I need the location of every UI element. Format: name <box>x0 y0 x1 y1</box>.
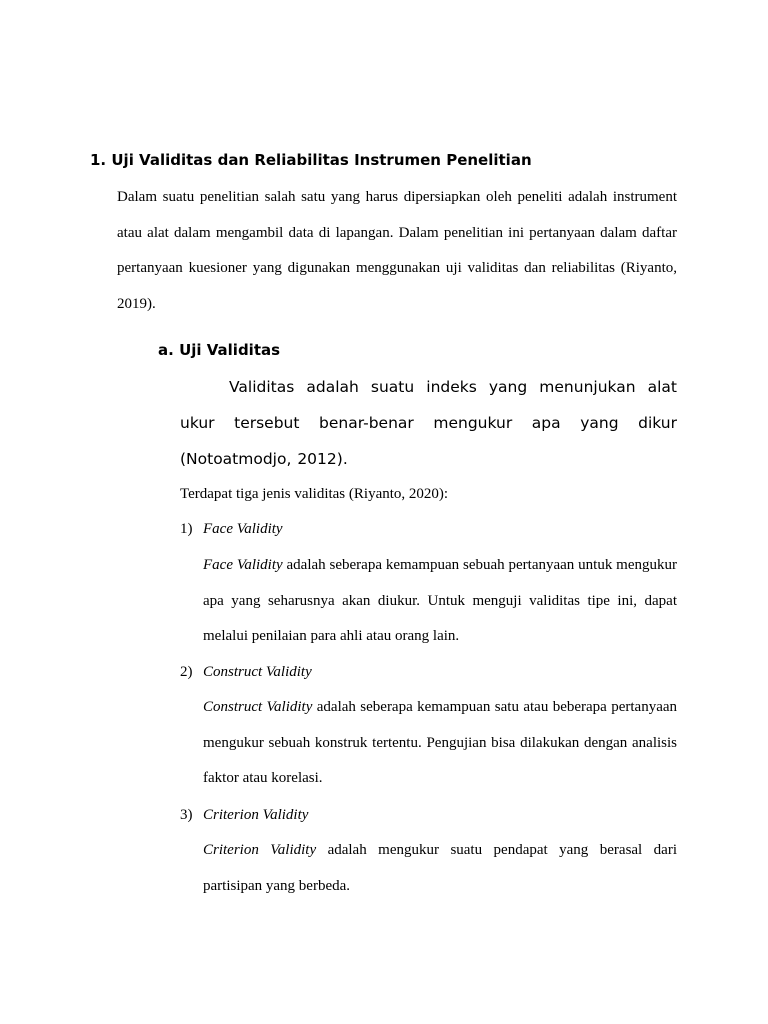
section-title: Uji Validitas dan Reliabilitas Instrumen Penelitian <box>111 151 532 169</box>
validity-definition-text: Validitas adalah suatu indeks yang menunjukan alat ukur tersebut benar-benar mengukur apa yang dikur (Notoatmodjo, 2012). <box>180 378 677 468</box>
list-item-term: Face Validity <box>203 557 283 573</box>
subsection-heading <box>158 339 678 361</box>
list-item-description <box>203 833 677 904</box>
list-item-text: adalah seberapa kemampuan sebuah pertanyaan untuk mengukur apa yang seharusnya akan diukur. Untuk menguji validitas tipe ini, dapat melalui penilaian para ahli atau orang lain. <box>203 557 677 645</box>
section-heading <box>90 149 690 171</box>
list-item-term: Criterion Validity <box>203 842 317 858</box>
list-item-title: Criterion Validity <box>203 807 309 823</box>
list-item-description <box>203 548 677 655</box>
list-item-title: Construct Validity <box>203 664 312 680</box>
list-item-number: 2) <box>180 664 193 680</box>
list-item-text: adalah mengukur suatu pendapat yang berasal dari partisipan yang berbeda. <box>203 842 677 894</box>
validity-definition <box>180 369 677 477</box>
list-item-title: Face Validity <box>203 521 283 537</box>
list-item-description <box>203 690 677 797</box>
list-item-number: 3) <box>180 807 193 823</box>
intro-paragraph: Dalam suatu penelitian salah satu yang harus dipersiapkan oleh peneliti adalah instrument atau alat dalam mengambil data di lapangan. Dalam penelitian ini pertanyaan dalam daftar pertanyaan kuesioner yang digunakan menggunakan uji validitas dan reliabilitas (Riyanto, 2019). <box>117 189 677 312</box>
list-item-term: Construct Validity <box>203 699 313 715</box>
types-intro: Terdapat tiga jenis validitas (Riyanto, 2020): <box>180 486 449 502</box>
subsection-letter: a. <box>158 341 174 359</box>
list-item-text: adalah seberapa kemampuan satu atau beberapa pertanyaan mengukur sebuah konstruk tertentu. Pengujian bisa dilakukan dengan analisis faktor atau korelasi. <box>203 699 678 787</box>
list-item-number: 1) <box>180 521 193 537</box>
section-number: 1. <box>90 151 107 169</box>
subsection-title: Uji Validitas <box>179 341 281 359</box>
